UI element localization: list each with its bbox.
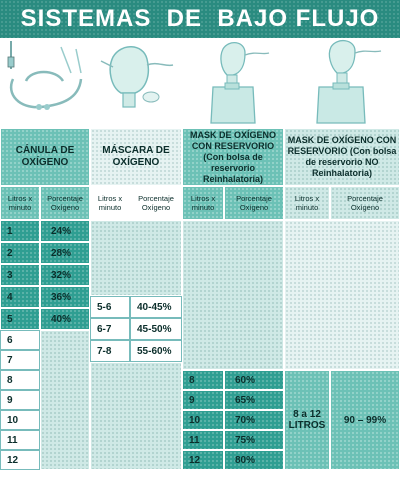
table-row-liters: 7 (0, 350, 40, 370)
table-row-liters: 5-6 (90, 296, 130, 318)
reservoir-mask-rebreathing-icon (183, 39, 283, 127)
table-row-liters: 8 a 12 LITROS (284, 370, 330, 470)
table-row-liters: 11 (0, 430, 40, 450)
table-row-percent: 55-60% (130, 340, 182, 362)
table-row-percent: 90 – 99% (330, 370, 400, 470)
cannula-image-cell (0, 38, 90, 128)
table-row-liters: 7-8 (90, 340, 130, 362)
table-row-liters: 12 (0, 450, 40, 470)
empty-cell (284, 220, 400, 370)
table-row-liters: 2 (0, 242, 40, 264)
mask-liters-subheader: Litros x minuto (90, 186, 130, 220)
table-row-liters: 10 (0, 410, 40, 430)
mask-header: MÁSCARA DE OXÍGENO (90, 128, 182, 186)
table-row-liters: 4 (0, 286, 40, 308)
cannula-liters-subheader: Litros x minuto (0, 186, 40, 220)
reservoir-non-rebreathing-header: MASK DE OXÍGENO CON RESERVORIO (Con bolsa de reservorio NO Reinhalatoria) (284, 128, 400, 186)
table-row-liters: 9 (182, 390, 224, 410)
nonrebreather-percent-subheader: Porcentaje Oxígeno (330, 186, 400, 220)
reservoir-mask-image-cell (182, 38, 284, 128)
table-row-liters: 11 (182, 430, 224, 450)
table-row-liters: 10 (182, 410, 224, 430)
table-row-percent: 60% (224, 370, 284, 390)
table-row-liters: 8 (182, 370, 224, 390)
table-row-liters: 12 (182, 450, 224, 470)
table-row-percent: 24% (40, 220, 90, 242)
table-row-percent: 80% (224, 450, 284, 470)
table-row-percent: 75% (224, 430, 284, 450)
table-row-percent: 65% (224, 390, 284, 410)
empty-cell (40, 330, 90, 470)
table-row-liters: 8 (0, 370, 40, 390)
oxygen-mask-icon (91, 39, 181, 127)
reservoir-rebreathing-header: MASK DE OXÍGENO CON RESERVORIO (Con bolsa de reservorio Reinhalatoria) (182, 128, 284, 186)
page-title: SISTEMAS DE BAJO FLUJO (0, 0, 400, 38)
table-row-percent: 28% (40, 242, 90, 264)
table-row-liters: 6-7 (90, 318, 130, 340)
reservoir-mask-non-rebreathing-icon (285, 39, 399, 127)
table-row-liters: 6 (0, 330, 40, 350)
table-row-percent: 40% (40, 308, 90, 330)
table-row-liters: 5 (0, 308, 40, 330)
table-row-percent: 45-50% (130, 318, 182, 340)
nonrebreather-liters-subheader: Litros x minuto (284, 186, 330, 220)
table-row-percent: 70% (224, 410, 284, 430)
table-row-percent: 36% (40, 286, 90, 308)
cannula-percent-subheader: Porcentaje Oxígeno (40, 186, 90, 220)
table-row-liters: 3 (0, 264, 40, 286)
empty-cell (90, 220, 182, 296)
table-row-liters: 1 (0, 220, 40, 242)
mask-percent-subheader: Porcentaje Oxígeno (130, 186, 182, 220)
table-row-liters: 9 (0, 390, 40, 410)
systems-table (0, 38, 400, 478)
cannula-header: CÁNULA DE OXÍGENO (0, 128, 90, 186)
empty-cell (90, 362, 182, 470)
nasal-cannula-icon (1, 39, 89, 127)
mask-image-cell (90, 38, 182, 128)
table-row-percent: 32% (40, 264, 90, 286)
non-rebreather-image-cell (284, 38, 400, 128)
reservoir-liters-subheader: Litros x minuto (182, 186, 224, 220)
table-row-percent: 40-45% (130, 296, 182, 318)
reservoir-percent-subheader: Porcentaje Oxígeno (224, 186, 284, 220)
empty-cell (182, 220, 284, 370)
